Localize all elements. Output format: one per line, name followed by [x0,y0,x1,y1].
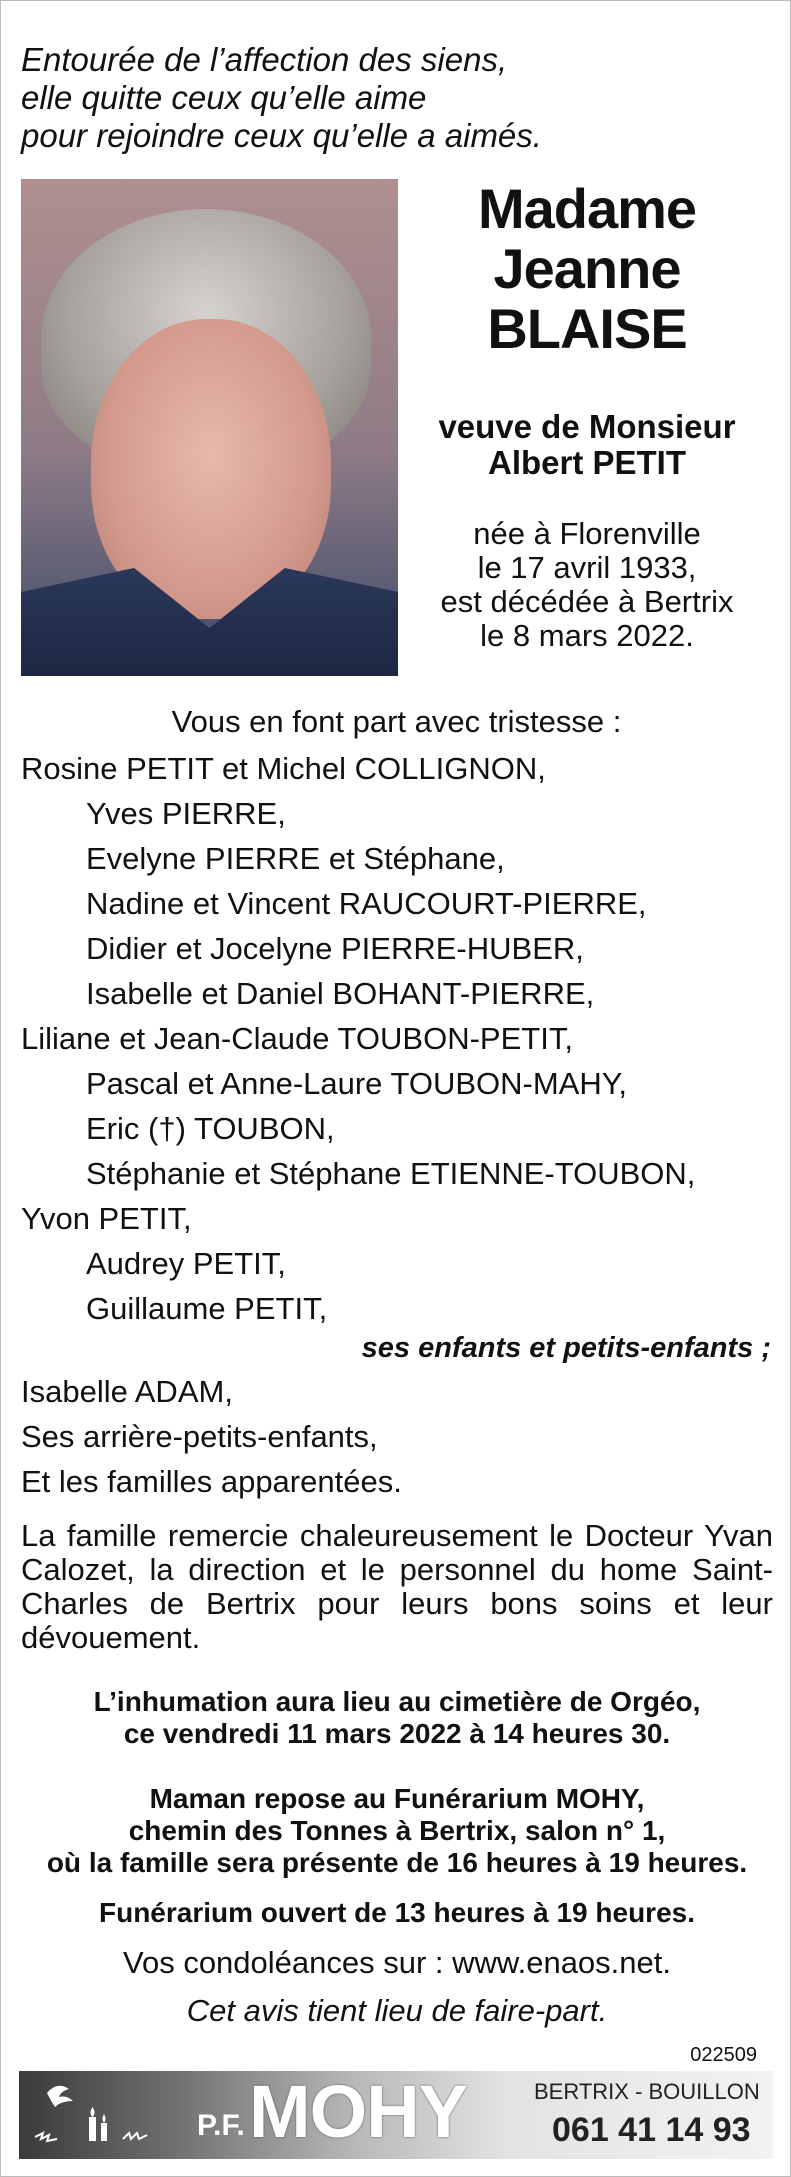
family-member-line: Evelyne PIERRE et Stéphane, [86,841,505,876]
family-member-line: Isabelle et Daniel BOHANT-PIERRE, [86,976,595,1011]
name-line: BLAISE [487,297,687,360]
family-member-line: Audrey PETIT, [86,1246,286,1281]
family-member-line: Eric (†) TOUBON, [86,1111,335,1146]
family-member-line: Rosine PETIT et Michel COLLIGNON, [21,751,546,786]
funeral-home-banner [19,2071,773,2159]
family-member-line: Stéphanie et Stéphane ETIENNE-TOUBON, [86,1156,696,1191]
intro-line: pour rejoindre ceux qu’elle a aimés. [21,117,542,154]
family-member-line: Guillaume PETIT, [86,1291,328,1326]
birth-death-info [401,517,773,653]
birth-line: le 17 avril 1933, [477,550,697,585]
family-member-line: Yvon PETIT, [21,1201,192,1236]
funeral-line: L’inhumation aura lieu au cimetière de Orgéo, [93,1686,701,1717]
intro-line: Entourée de l’affection des siens, [21,41,508,78]
dove-candle-icon [27,2077,177,2153]
family-member-line: Liliane et Jean-Claude TOUBON-PETIT, [21,1021,573,1056]
repose-line: chemin des Tonnes à Bertrix, salon n° 1, [128,1815,666,1846]
funeral-line: ce vendredi 11 mars 2022 à 14 heures 30. [123,1718,671,1749]
deceased-name [401,179,773,359]
family-member-line: Didier et Jocelyne PIERRE-HUBER, [86,931,584,966]
children-label: ses enfants et petits-enfants ; [361,1332,771,1364]
relative-line: Isabelle ADAM, [21,1374,233,1409]
family-member-line: Nadine et Vincent RAUCOURT-PIERRE, [86,886,647,921]
family-member-line: Yves PIERRE, [86,796,286,831]
thanks-paragraph: La famille remercie chaleureusement le Docteur Yvan Calozet, la direction et le personnel du home Saint-Charles de Bertrix pour leurs bons soins et leur dévouement. [21,1518,773,1655]
other-relatives [21,1369,771,1504]
name-line: Jeanne [493,237,681,300]
announcement-heading: Vous en font part avec tristesse : [171,704,622,739]
brand-logo: MOHY [249,2070,467,2153]
name-line: Madame [477,177,697,240]
notice-statement: Cet avis tient lieu de faire-part. [186,1993,608,2028]
condolences-link: Vos condoléances sur : www.enaos.net. [123,1945,671,1980]
portrait-photo [21,179,398,676]
family-list [21,746,771,1331]
deceased-info [401,179,773,653]
birth-line: est décédée à Bertrix [440,584,734,619]
pf-label: P.F. [197,2109,245,2142]
opening-hours: Funérarium ouvert de 13 heures à 19 heures. [98,1897,695,1928]
family-member-line: Pascal et Anne-Laure TOUBON-MAHY, [86,1066,628,1101]
repose-info [21,1783,773,1879]
relative-line: Ses arrière-petits-enfants, [21,1419,378,1454]
widow-line: Albert PETIT [487,444,687,481]
birth-line: née à Florenville [473,516,701,551]
repose-line: Maman repose au Funérarium MOHY, [149,1783,645,1814]
repose-line: où la famille sera présente de 16 heures à 19 heures. [46,1847,748,1878]
widow-of [401,409,773,481]
intro-verse [21,41,761,155]
intro-line: elle quitte ceux qu’elle aime [21,79,427,116]
funeral-info [21,1686,773,1750]
phone-number: 061 41 14 93 [552,2111,751,2149]
cities-label: BERTRIX - BOUILLON [534,2079,760,2104]
relative-line: Et les familles apparentées. [21,1464,402,1499]
reference-number: 022509 [690,2044,757,2066]
birth-line: le 8 mars 2022. [480,618,694,653]
widow-line: veuve de Monsieur [438,408,736,445]
